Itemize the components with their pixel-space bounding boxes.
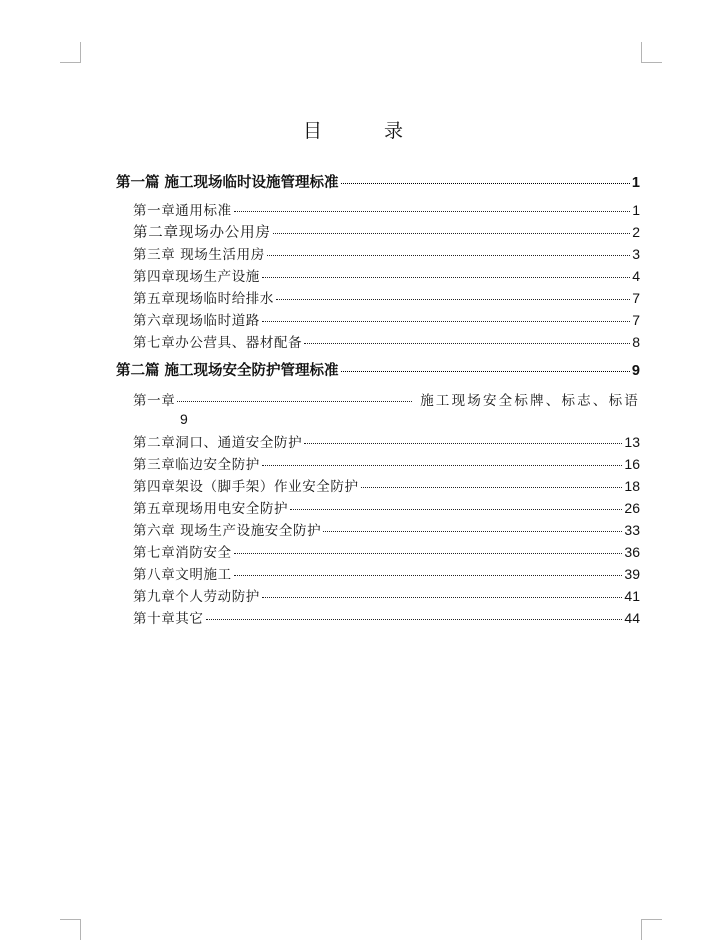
toc-entry-label: 第二章现场办公用房 [133, 225, 271, 241]
toc-entry[interactable] [133, 453, 640, 475]
toc-page-number: 41 [624, 588, 640, 604]
dot-leader [273, 233, 631, 234]
toc-entry[interactable] [133, 199, 640, 221]
toc-page-number: 9 [180, 411, 188, 427]
toc-entry[interactable] [133, 563, 640, 585]
dot-leader [177, 401, 412, 402]
toc-entry[interactable] [133, 221, 640, 243]
toc-page-number: 36 [624, 544, 640, 560]
toc-page-number: 1 [632, 202, 640, 218]
toc-page-number: 39 [624, 566, 640, 582]
dot-leader [262, 321, 630, 322]
dot-leader [323, 531, 622, 532]
toc-page-number: 33 [624, 522, 640, 538]
toc-entry[interactable] [133, 331, 640, 353]
dot-leader [234, 211, 631, 212]
toc-entry-label: 第五章现场临时给排水 [133, 291, 274, 307]
toc-page-number: 18 [624, 478, 640, 494]
toc-entry[interactable] [133, 265, 640, 287]
toc-entry-label: 第四章架设（脚手架）作业安全防护 [133, 479, 359, 495]
toc-part-label: 第一篇 施工现场临时设施管理标准 [116, 175, 339, 191]
toc-part-2[interactable] [116, 359, 640, 381]
dot-leader [234, 553, 623, 554]
toc-part-1[interactable] [116, 171, 640, 193]
toc-entry[interactable] [133, 243, 640, 265]
toc-entry[interactable] [133, 497, 640, 519]
crop-mark-top-left [60, 42, 81, 63]
toc-entry-label: 第七章消防安全 [133, 545, 232, 561]
toc-entry-label: 第四章现场生产设施 [133, 269, 260, 285]
toc-page-number: 7 [632, 290, 640, 306]
toc-entry-label: 第三章 现场生活用房 [133, 247, 265, 263]
dot-leader [206, 619, 623, 620]
dot-leader [304, 443, 622, 444]
toc-entry-label: 第十章其它 [133, 611, 204, 627]
crop-mark-bottom-left [60, 919, 81, 940]
dot-leader [341, 371, 630, 372]
toc-entry-label: 第三章临边安全防护 [133, 457, 260, 473]
toc-entry[interactable] [133, 541, 640, 563]
toc-page-number: 16 [624, 456, 640, 472]
toc-entry-label: 第六章现场临时道路 [133, 313, 260, 329]
dot-leader [234, 575, 623, 576]
dot-leader [304, 343, 630, 344]
crop-mark-top-right [641, 42, 662, 63]
toc-page-number: 2 [632, 224, 640, 240]
toc-page-number: 4 [632, 268, 640, 284]
toc-part-label: 第二篇 施工现场安全防护管理标准 [116, 363, 339, 379]
toc-entry-label-continued: 施工现场安全标牌、标志、标语 [420, 393, 640, 409]
toc-page-number: 44 [624, 610, 640, 626]
toc-entry-wrapped[interactable] [133, 389, 640, 427]
crop-mark-bottom-right [641, 919, 662, 940]
dot-leader [267, 255, 630, 256]
dot-leader [262, 597, 623, 598]
toc-entry-label: 第八章文明施工 [133, 567, 232, 583]
dot-leader [341, 183, 630, 184]
toc-entry[interactable] [133, 431, 640, 453]
toc-entry[interactable] [133, 585, 640, 607]
toc-entry[interactable] [133, 475, 640, 497]
dot-leader [290, 509, 622, 510]
dot-leader [276, 299, 630, 300]
dot-leader [262, 465, 623, 466]
toc-title: 目 录 [302, 120, 432, 142]
toc-entry[interactable] [133, 287, 640, 309]
toc-entry[interactable] [133, 309, 640, 331]
toc-page-number: 26 [624, 500, 640, 516]
toc-page-number: 3 [632, 246, 640, 262]
toc-entry-label: 第七章办公营具、器材配备 [133, 335, 303, 351]
toc-entry-label: 第五章现场用电安全防护 [133, 501, 289, 517]
toc-entry-label: 第一章通用标准 [133, 203, 232, 219]
toc-page-number: 9 [631, 363, 640, 379]
dot-leader [262, 277, 630, 278]
dot-leader [361, 487, 623, 488]
toc-page-number: 7 [632, 312, 640, 328]
toc-page-number: 1 [631, 175, 640, 191]
toc-entry-label: 第一章 [133, 393, 176, 409]
toc-entry-label: 第六章 现场生产设施安全防护 [133, 523, 322, 539]
toc-page-number: 8 [632, 334, 640, 350]
toc-entry-label: 第九章个人劳动防护 [133, 589, 260, 605]
toc-entry-label: 第二章洞口、通道安全防护 [133, 435, 303, 451]
toc-entry[interactable] [133, 607, 640, 629]
toc-entry[interactable] [133, 519, 640, 541]
toc-page-number: 13 [624, 434, 640, 450]
